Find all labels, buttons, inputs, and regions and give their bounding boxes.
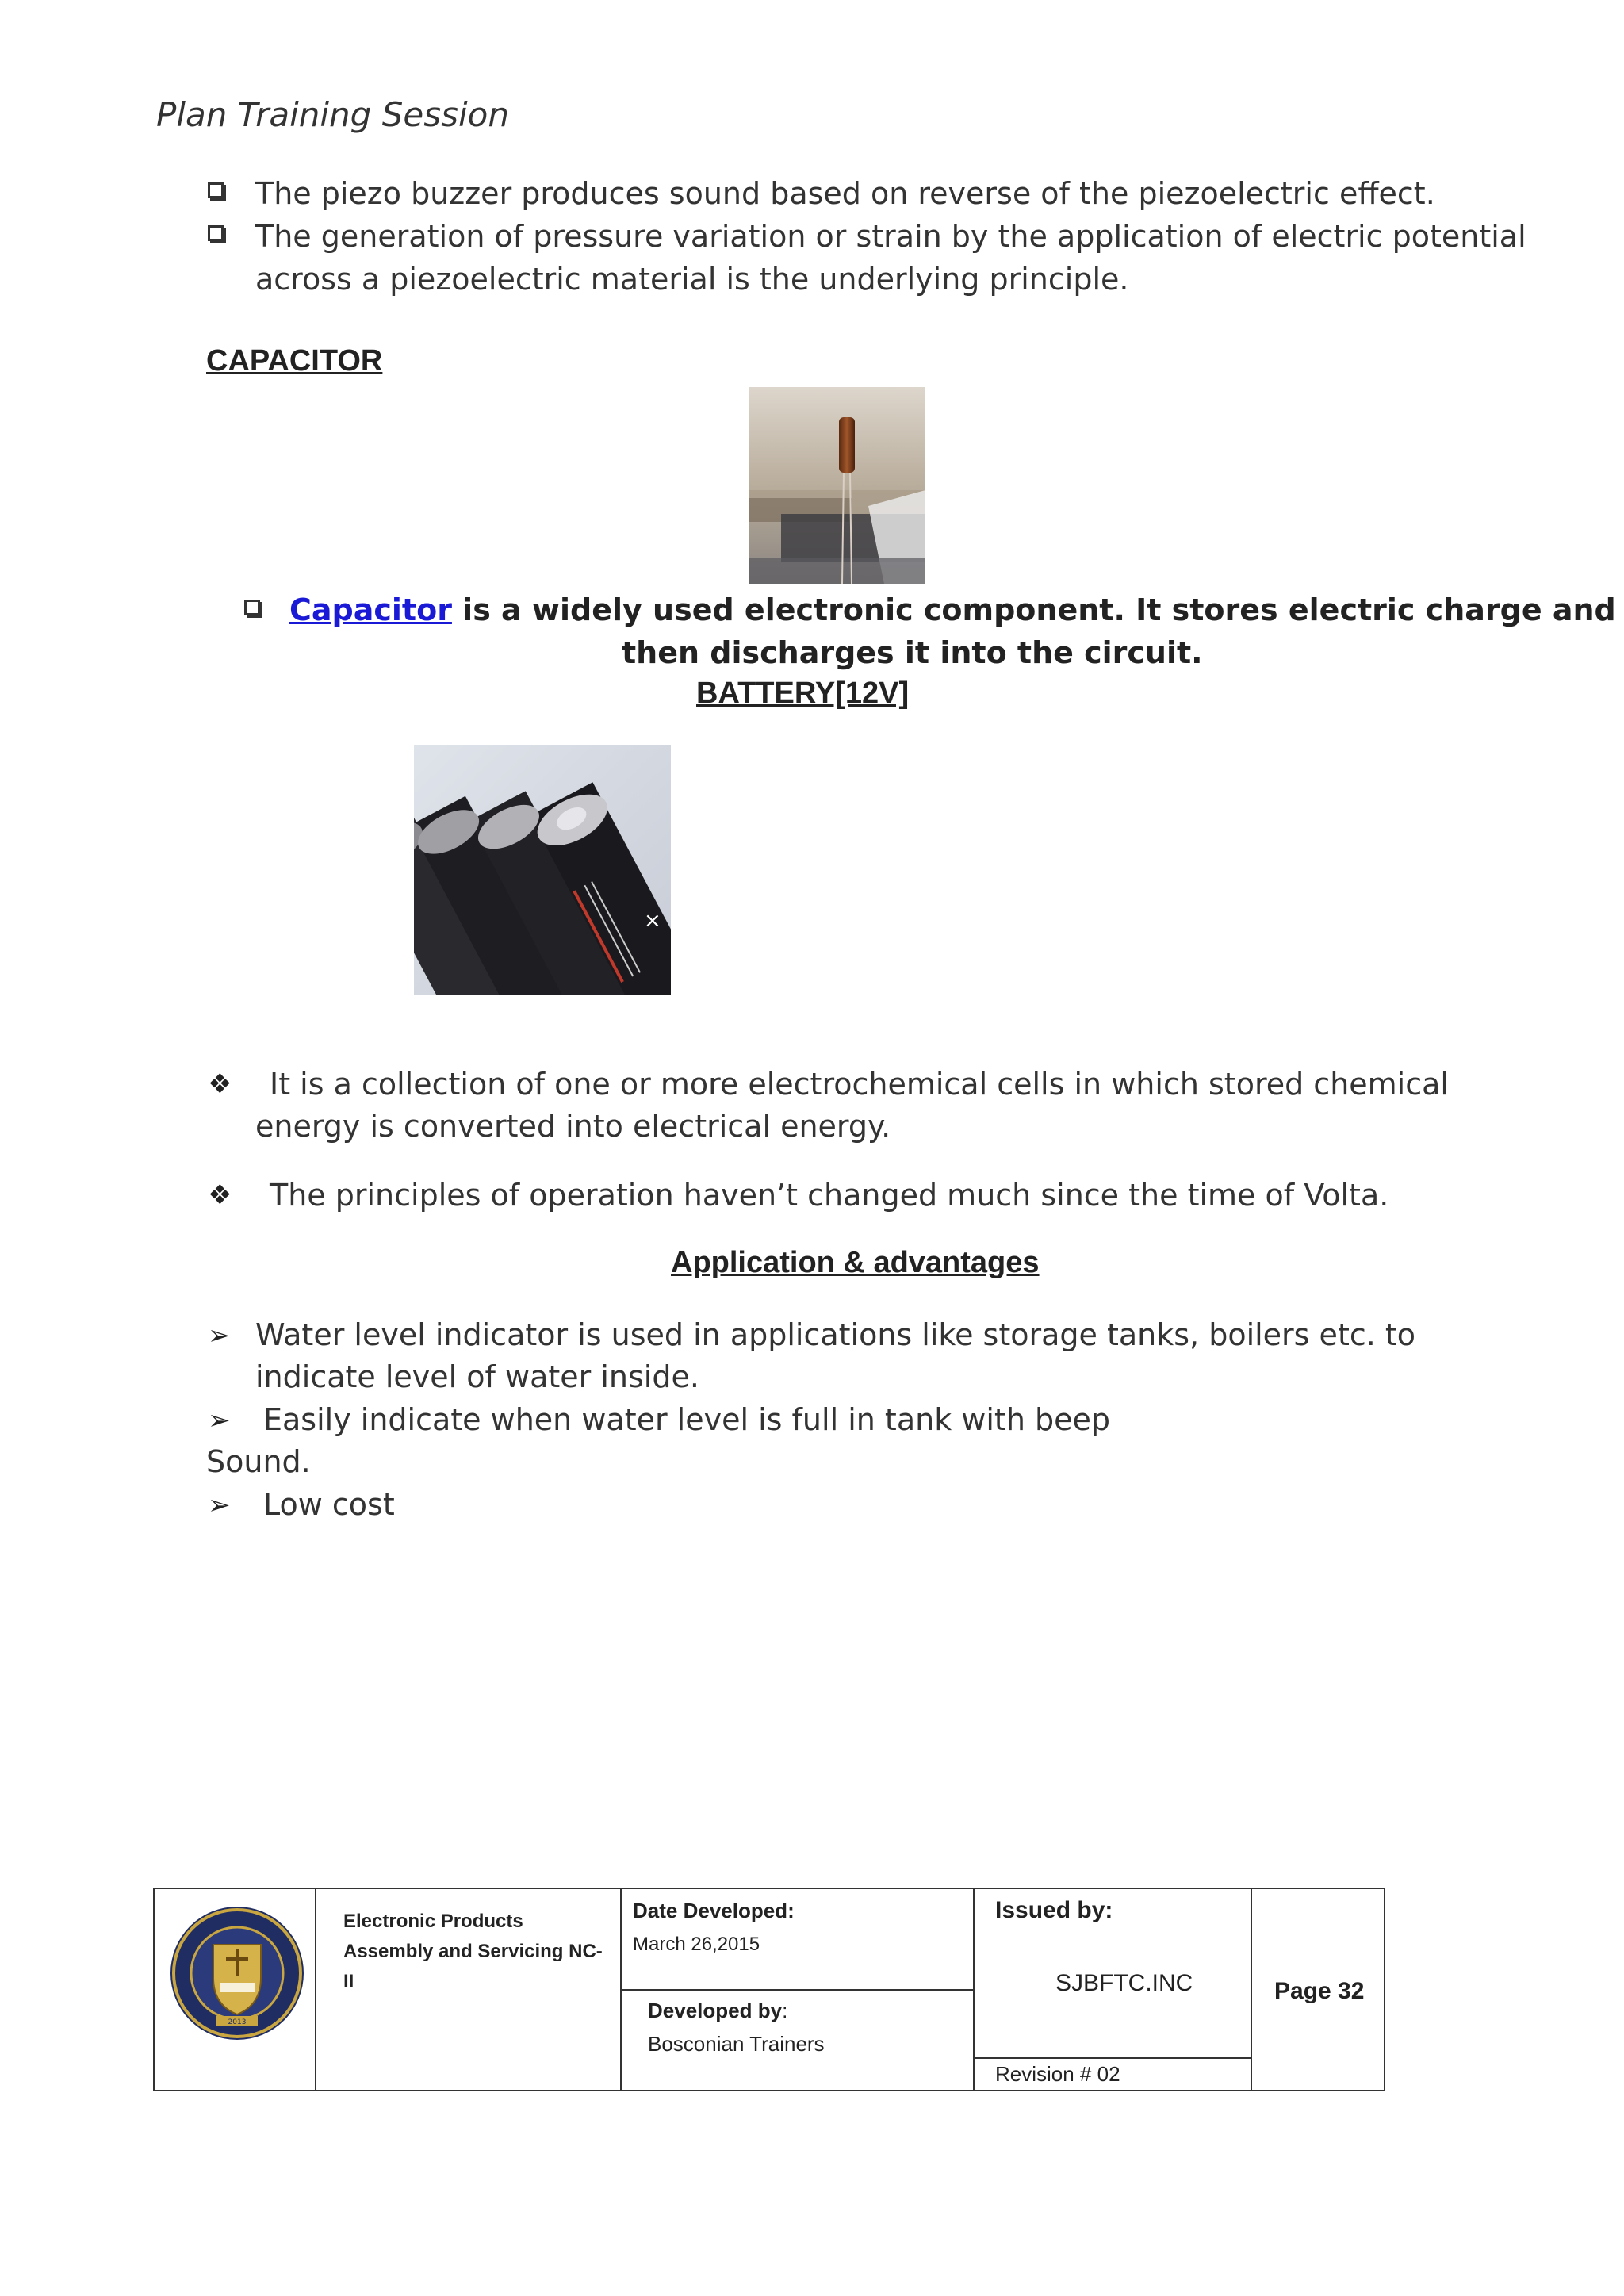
application-item-3: Low cost (263, 1487, 395, 1522)
battery-heading: BATTERY[12V] (696, 677, 910, 710)
square-bullet-icon (208, 225, 224, 241)
capacitor-description-line-1 (289, 588, 1616, 631)
battery-point-1-line-1: It is a collection of one or more electrochemical cells in which stored chemical (270, 1067, 1449, 1102)
applications-heading: Application & advantages (671, 1246, 1040, 1279)
piezo-point-1: The piezo buzzer produces sound based on reverse of the piezoelectric effect. (255, 176, 1435, 211)
piezo-point-2-line-2: across a piezoelectric material is the underlying principle. (255, 262, 1129, 297)
page-number: Page 32 (1274, 1978, 1365, 2004)
training-center-logo (169, 1905, 305, 2041)
diamond-bullet-icon: ❖ (208, 1179, 232, 1211)
course-title-line-2: Assembly and Servicing NC- (343, 1941, 603, 1962)
capacitor-description-text: is a widely used electronic component. It stores electric charge and (462, 592, 1616, 627)
diamond-bullet-icon: ❖ (208, 1068, 232, 1100)
course-title-line-1: Electronic Products (343, 1911, 523, 1932)
issued-by-value: SJBFTC.INC (1055, 1970, 1193, 1996)
arrow-bullet-icon: ➢ (208, 1320, 231, 1351)
capacitor-link[interactable]: Capacitor (289, 592, 452, 627)
arrow-bullet-icon: ➢ (208, 1405, 231, 1436)
piezo-point-2-line-1: The generation of pressure variation or strain by the application of electric potential (255, 219, 1526, 254)
issued-by-label: Issued by: (995, 1897, 1113, 1923)
course-title-line-3: II (343, 1971, 354, 1992)
page-header-title: Plan Training Session (156, 95, 509, 134)
battery-point-1-line-2: energy is converted into electrical energy. (255, 1109, 891, 1144)
battery-photo (414, 745, 671, 995)
capacitor-description-line-2: then discharges it into the circuit. (622, 635, 1203, 670)
logo-year: 2013 (228, 2018, 247, 2026)
square-bullet-icon (244, 600, 260, 615)
arrow-bullet-icon: ➢ (208, 1489, 231, 1521)
revision-number: Revision # 02 (995, 2062, 1120, 2086)
application-item-2-line-2: Sound. (206, 1444, 311, 1479)
footer-table (153, 1888, 1385, 2091)
date-developed-label: Date Developed: (633, 1899, 795, 1922)
application-item-1-line-1: Water level indicator is used in applications like storage tanks, boilers etc. to (255, 1317, 1416, 1352)
capacitor-heading: CAPACITOR (206, 344, 383, 378)
developed-by-value: Bosconian Trainers (648, 2032, 825, 2056)
square-bullet-icon (208, 182, 224, 198)
battery-point-2: The principles of operation haven’t changed much since the time of Volta. (270, 1178, 1389, 1213)
capacitor-photo (749, 387, 925, 584)
svg-text:×: × (644, 909, 661, 933)
application-item-1-line-2: indicate level of water inside. (255, 1359, 699, 1394)
developed-by-colon: : (782, 1999, 788, 2022)
date-developed-value: March 26,2015 (633, 1934, 760, 1955)
course-title (343, 1907, 603, 1997)
application-item-2-line-1: Easily indicate when water level is full in tank with beep (263, 1402, 1110, 1437)
developed-by-label-wrap (648, 1999, 787, 2023)
developed-by-label: Developed by (648, 1999, 783, 2022)
